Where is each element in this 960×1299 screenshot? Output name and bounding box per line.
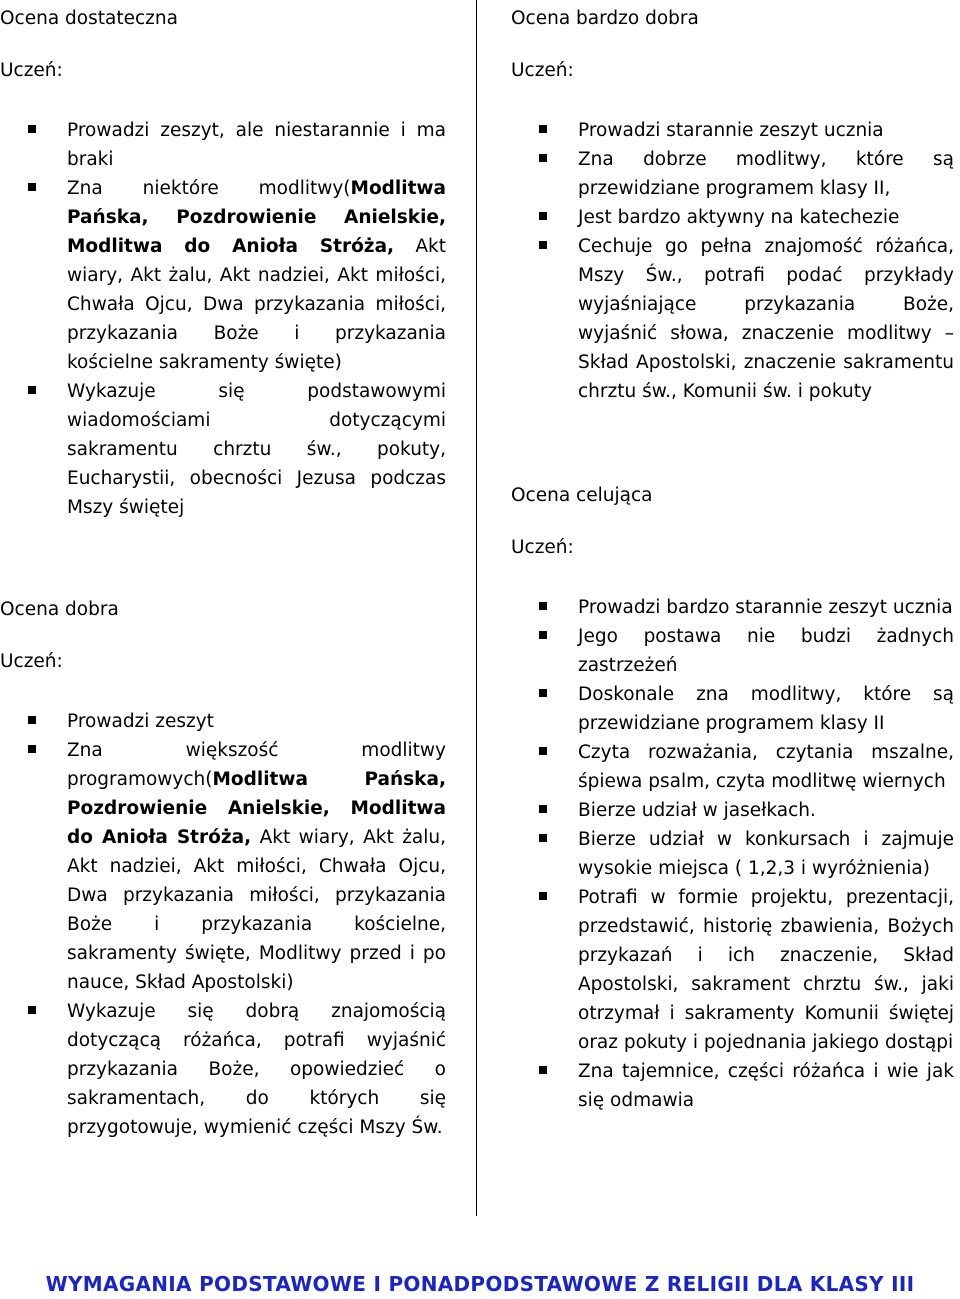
- column-divider: [476, 0, 477, 1216]
- list-item: Doskonale zna modlitwy, które są przewidziane programem klasy II: [511, 680, 954, 738]
- list-item: Wykazuje się dobrą znajomością dotyczącą różańca, potrafi wyjaśnić przykazania Boże, opowiedzieć o sakramentach, do których się przygotowuje, wymienić części Mszy Św.: [0, 997, 446, 1142]
- section-ocena-bardzo-dobra: [511, 4, 954, 406]
- list-item: Bierze udział w jasełkach.: [511, 796, 954, 825]
- requirements-list: [511, 593, 954, 1115]
- list-item: Potrafi w formie projektu, prezentacji, przedstawić, historię zbawienia, Bożych przykazań i ich znaczenie, Skład Apostolski, sakrament chrztu św., jaki otrzymał i sakramenty Komunii świętej oraz pokuty i pojednania jakiego dostąpi: [511, 883, 954, 1057]
- grade-heading: Ocena dostateczna: [0, 8, 178, 29]
- list-item: Wykazuje się podstawowymi wiadomościami dotyczącymi sakramentu chrztu św., pokuty, Eucharystii, obecności Jezusa podczas Mszy świętej: [0, 377, 446, 522]
- document-footer-title: WYMAGANIA PODSTAWOWE I PONADPODSTAWOWE Z RELIGII DLA KLASY III: [45, 1272, 915, 1296]
- requirements-list: [511, 116, 954, 406]
- list-item: Jest bardzo aktywny na katechezie: [511, 203, 954, 232]
- grade-heading: Ocena celująca: [511, 485, 653, 506]
- list-item: Cechuje go pełna znajomość różańca, Mszy Św., potrafi podać przykłady wyjaśniające przykazania Boże, wyjaśnić słowa, znaczenie modlitwy – Skład Apostolski, znaczenie sakramentu chrztu św., Komunii św. i pokuty: [511, 232, 954, 406]
- list-item: Zna niektóre modlitwy(Modlitwa Pańska, Pozdrowienie Anielskie, Modlitwa do Anioła Stróża, Akt wiary, Akt żalu, Akt nadziei, Akt miłości, Chwała Ojcu, Dwa przykazania miłości, przykazania Boże i przykazania kościelne sakramenty święte): [0, 174, 446, 377]
- list-item: Zna tajemnice, części różańca i wie jak się odmawia: [511, 1057, 954, 1115]
- section-ocena-dostateczna: [0, 4, 446, 522]
- pupil-label: Uczeń:: [0, 60, 63, 81]
- requirements-list: [0, 116, 446, 522]
- grade-heading: Ocena dobra: [0, 599, 119, 620]
- list-item: Zna dobrze modlitwy, które są przewidziane programem klasy II,: [511, 145, 954, 203]
- list-item: Zna większość modlitwy programowych(Modlitwa Pańska, Pozdrowienie Anielskie, Modlitwa do Anioła Stróża, Akt wiary, Akt żalu, Akt nadziei, Akt miłości, Chwała Ojcu, Dwa przykazania miłości, przykazania Boże i przykazania kościelne, sakramenty święte, Modlitwy przed i po nauce, Skład Apostolski): [0, 736, 446, 997]
- requirements-list: [0, 707, 446, 1142]
- pupil-label: Uczeń:: [0, 651, 63, 672]
- list-item: Czyta rozważania, czytania mszalne, śpiewa psalm, czyta modlitwę wiernych: [511, 738, 954, 796]
- section-ocena-celujaca: [511, 481, 954, 1115]
- list-item: Prowadzi bardzo starannie zeszyt ucznia: [511, 593, 954, 622]
- pupil-label: Uczeń:: [511, 537, 574, 558]
- list-item: Prowadzi zeszyt: [0, 707, 446, 736]
- pupil-label: Uczeń:: [511, 60, 574, 81]
- list-item: Bierze udział w konkursach i zajmuje wysokie miejsca ( 1,2,3 i wyróżnienia): [511, 825, 954, 883]
- section-ocena-dobra: [0, 595, 446, 1142]
- list-item: Prowadzi starannie zeszyt ucznia: [511, 116, 954, 145]
- grade-heading: Ocena bardzo dobra: [511, 8, 699, 29]
- list-item: Jego postawa nie budzi żadnych zastrzeżeń: [511, 622, 954, 680]
- list-item: Prowadzi zeszyt, ale niestarannie i ma braki: [0, 116, 446, 174]
